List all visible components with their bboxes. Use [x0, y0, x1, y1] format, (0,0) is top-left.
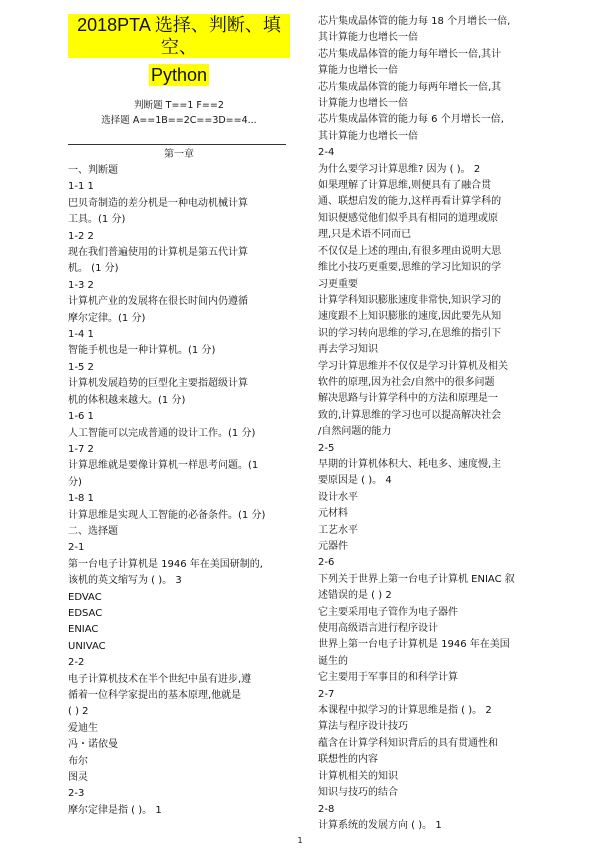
text-line: EDSAC — [68, 607, 103, 619]
text-line: 设计水平 — [318, 491, 358, 503]
text-line: 计算学科知识膨胀速度非常快,知识学习的 — [318, 294, 502, 306]
text-line: 工艺水平 — [318, 524, 358, 536]
text-line: 1-2 2 — [68, 230, 94, 242]
text-line: 图灵 — [68, 772, 88, 784]
text-line: 它主要采用电子管作为电子器件 — [318, 606, 458, 618]
page-number: 1 — [297, 836, 303, 845]
text-line: 联想性的内容 — [318, 754, 378, 766]
text-line: 再去学习知识 — [318, 344, 378, 356]
answer-legend — [68, 98, 290, 128]
text-line: 其计算能力也增长一倍 — [318, 32, 418, 44]
text-line: 2-8 — [318, 803, 335, 815]
text-line: ( ) 2 — [68, 706, 89, 718]
text-line: 二、选择题 — [68, 525, 118, 537]
text-line: 软件的原理,因为社会/自然中的很多问题 — [318, 376, 495, 388]
text-line: 机的体积越来越大。(1 分) — [68, 394, 186, 406]
left-column — [68, 14, 290, 819]
text-line: 使用高级语言进行程序设计 — [318, 623, 438, 635]
text-line: 1-5 2 — [68, 361, 94, 373]
text-line: 布尔 — [68, 755, 88, 767]
text-line: 习更重要 — [318, 278, 358, 290]
text-line: 人工智能可以完成普通的设计工作。(1 分) — [68, 427, 256, 439]
text-line: 芯片集成晶体管的能力每 6 个月增长一倍, — [318, 114, 504, 126]
divider — [68, 144, 286, 145]
text-line: 工具。(1 分) — [68, 214, 126, 226]
text-line: 2-3 — [68, 788, 85, 800]
title-line-1: 2018PTA 选择、判断、填空、 — [68, 14, 290, 58]
text-line: 诞生的 — [318, 655, 348, 667]
legend-true-false: 判断题 T==1 F==2 — [134, 100, 224, 111]
text-line: 一、判断题 — [68, 165, 118, 176]
text-line: 芯片集成晶体管的能力每 18 个月增长一倍, — [318, 16, 511, 27]
text-line: 要原因是 ( )。 4 — [318, 475, 392, 487]
text-line: 2-4 — [318, 147, 335, 159]
text-line: 识的学习转向思维的学习,在思维的指引下 — [318, 327, 502, 339]
text-line: 2-7 — [318, 688, 335, 700]
text-line: 述错误的是 ( ) 2 — [318, 590, 392, 602]
text-line: 不仅仅是上述的理由,有很多理由说明大思 — [318, 245, 502, 257]
text-line: 机。 (1 分) — [68, 263, 119, 275]
text-line: 蕴含在计算学科知识背后的具有贯通性和 — [318, 737, 498, 749]
left-question-list — [68, 163, 290, 819]
chapter-heading: 第一章 — [164, 149, 194, 160]
text-line: 其计算能力也增长一倍 — [318, 130, 418, 142]
text-line: ENIAC — [68, 624, 99, 636]
text-line: 知识与技巧的结合 — [318, 787, 398, 799]
text-line: 1-4 1 — [68, 329, 94, 341]
text-line: 计算机相关的知识 — [318, 770, 398, 782]
text-line: 学习计算思维并不仅仅是学习计算机及相关 — [318, 360, 508, 372]
text-line: 致的,计算思维的学习也可以提高解决社会 — [318, 409, 502, 421]
text-line: 冯・诺依曼 — [68, 739, 118, 751]
text-line: 智能手机也是一种计算机。(1 分) — [68, 345, 216, 357]
text-line: 如果理解了计算思维,则便具有了融合贯 — [318, 180, 492, 192]
text-line: 摩尔定律。(1 分) — [68, 312, 146, 324]
document-title — [68, 14, 290, 86]
text-line: 芯片集成晶体管的能力每两年增长一倍,其 — [318, 81, 502, 93]
text-line: 芯片集成晶体管的能力每年增长一倍,其计 — [318, 48, 502, 60]
right-question-list — [318, 14, 540, 834]
text-line: 2-1 — [68, 542, 85, 554]
text-line: 知识便感觉他们似乎具有相同的道理或原 — [318, 212, 498, 224]
text-line: 计算思维是实现人工智能的必备条件。(1 分) — [68, 509, 266, 521]
text-line: 该机的英文缩写为 ( )。 3 — [68, 575, 182, 587]
text-line: 1-3 2 — [68, 279, 94, 291]
text-line: 循着一位科学家提出的基本原理,他就是 — [68, 690, 242, 701]
text-line: EDVAC — [68, 591, 102, 603]
text-line: 计算机发展趋势的巨型化主要指超级计算 — [68, 378, 248, 390]
text-line: 1-8 1 — [68, 493, 94, 505]
text-line: 早期的计算机体积大、耗电多、速度慢,主 — [318, 458, 502, 470]
text-line: 速度跟不上知识膨胀的速度,因此要先从知 — [318, 311, 502, 323]
text-line: 元器件 — [318, 541, 348, 552]
text-line: 分) — [68, 476, 82, 488]
text-line: 计算思维就是要像计算机一样思考问题。(1 — [68, 460, 259, 472]
text-line: 现在我们普遍使用的计算机是第五代计算 — [68, 247, 248, 259]
text-line: 解决思路与计算学科中的方法和原理是一 — [318, 393, 498, 405]
text-line: 1-1 1 — [68, 181, 94, 193]
text-line: 维比小技巧更重要,思维的学习比知识的学 — [318, 262, 502, 274]
text-line: 第一台电子计算机是 1946 年在美国研制的, — [68, 558, 263, 570]
text-line: 理,只是术语不同而已 — [318, 229, 412, 241]
text-line: 巴贝奇制造的差分机是一种电动机械计算 — [68, 197, 248, 209]
text-line: UNIVAC — [68, 640, 106, 652]
title-line-2: Python — [150, 65, 208, 85]
text-line: 2-6 — [318, 557, 335, 569]
text-line: 1-6 1 — [68, 411, 94, 423]
text-line: /自然问题的能力 — [318, 426, 392, 438]
text-line: 算法与程序设计技巧 — [318, 721, 408, 733]
text-line: 2-5 — [318, 442, 335, 454]
text-line: 元材料 — [318, 508, 348, 520]
text-line: 计算系统的发展方向 ( )。 1 — [318, 819, 442, 831]
text-line: 计算机产业的发展将在很长时间内仍遵循 — [68, 296, 248, 308]
text-line: 电子计算机技术在半个世纪中虽有进步,遵 — [68, 673, 252, 685]
text-line: 下列关于世界上第一台电子计算机 ENIAC 叙 — [318, 573, 515, 585]
text-line: 它主要用于军事目的和科学计算 — [318, 672, 458, 684]
text-line: 通、联想启发的能力,这样再看计算学科的 — [318, 196, 502, 208]
text-line: 为什么要学习计算思维? 因为 ( )。 2 — [318, 163, 481, 175]
text-line: 计算能力也增长一倍 — [318, 98, 408, 110]
text-line: 1-7 2 — [68, 443, 94, 455]
text-line: 算能力也增长一倍 — [318, 65, 398, 77]
text-line: 爱迪生 — [68, 722, 98, 734]
text-line: 2-2 — [68, 657, 85, 669]
right-column — [318, 14, 540, 834]
legend-choices: 选择题 A==1B==2C==3D==4... — [101, 115, 257, 126]
text-line: 本课程中拟学习的计算思维是指 ( )。 2 — [318, 705, 492, 717]
text-line: 世界上第一台电子计算机是 1946 年在美国 — [318, 639, 510, 651]
text-line: 摩尔定律是指 ( )。 1 — [68, 804, 162, 816]
